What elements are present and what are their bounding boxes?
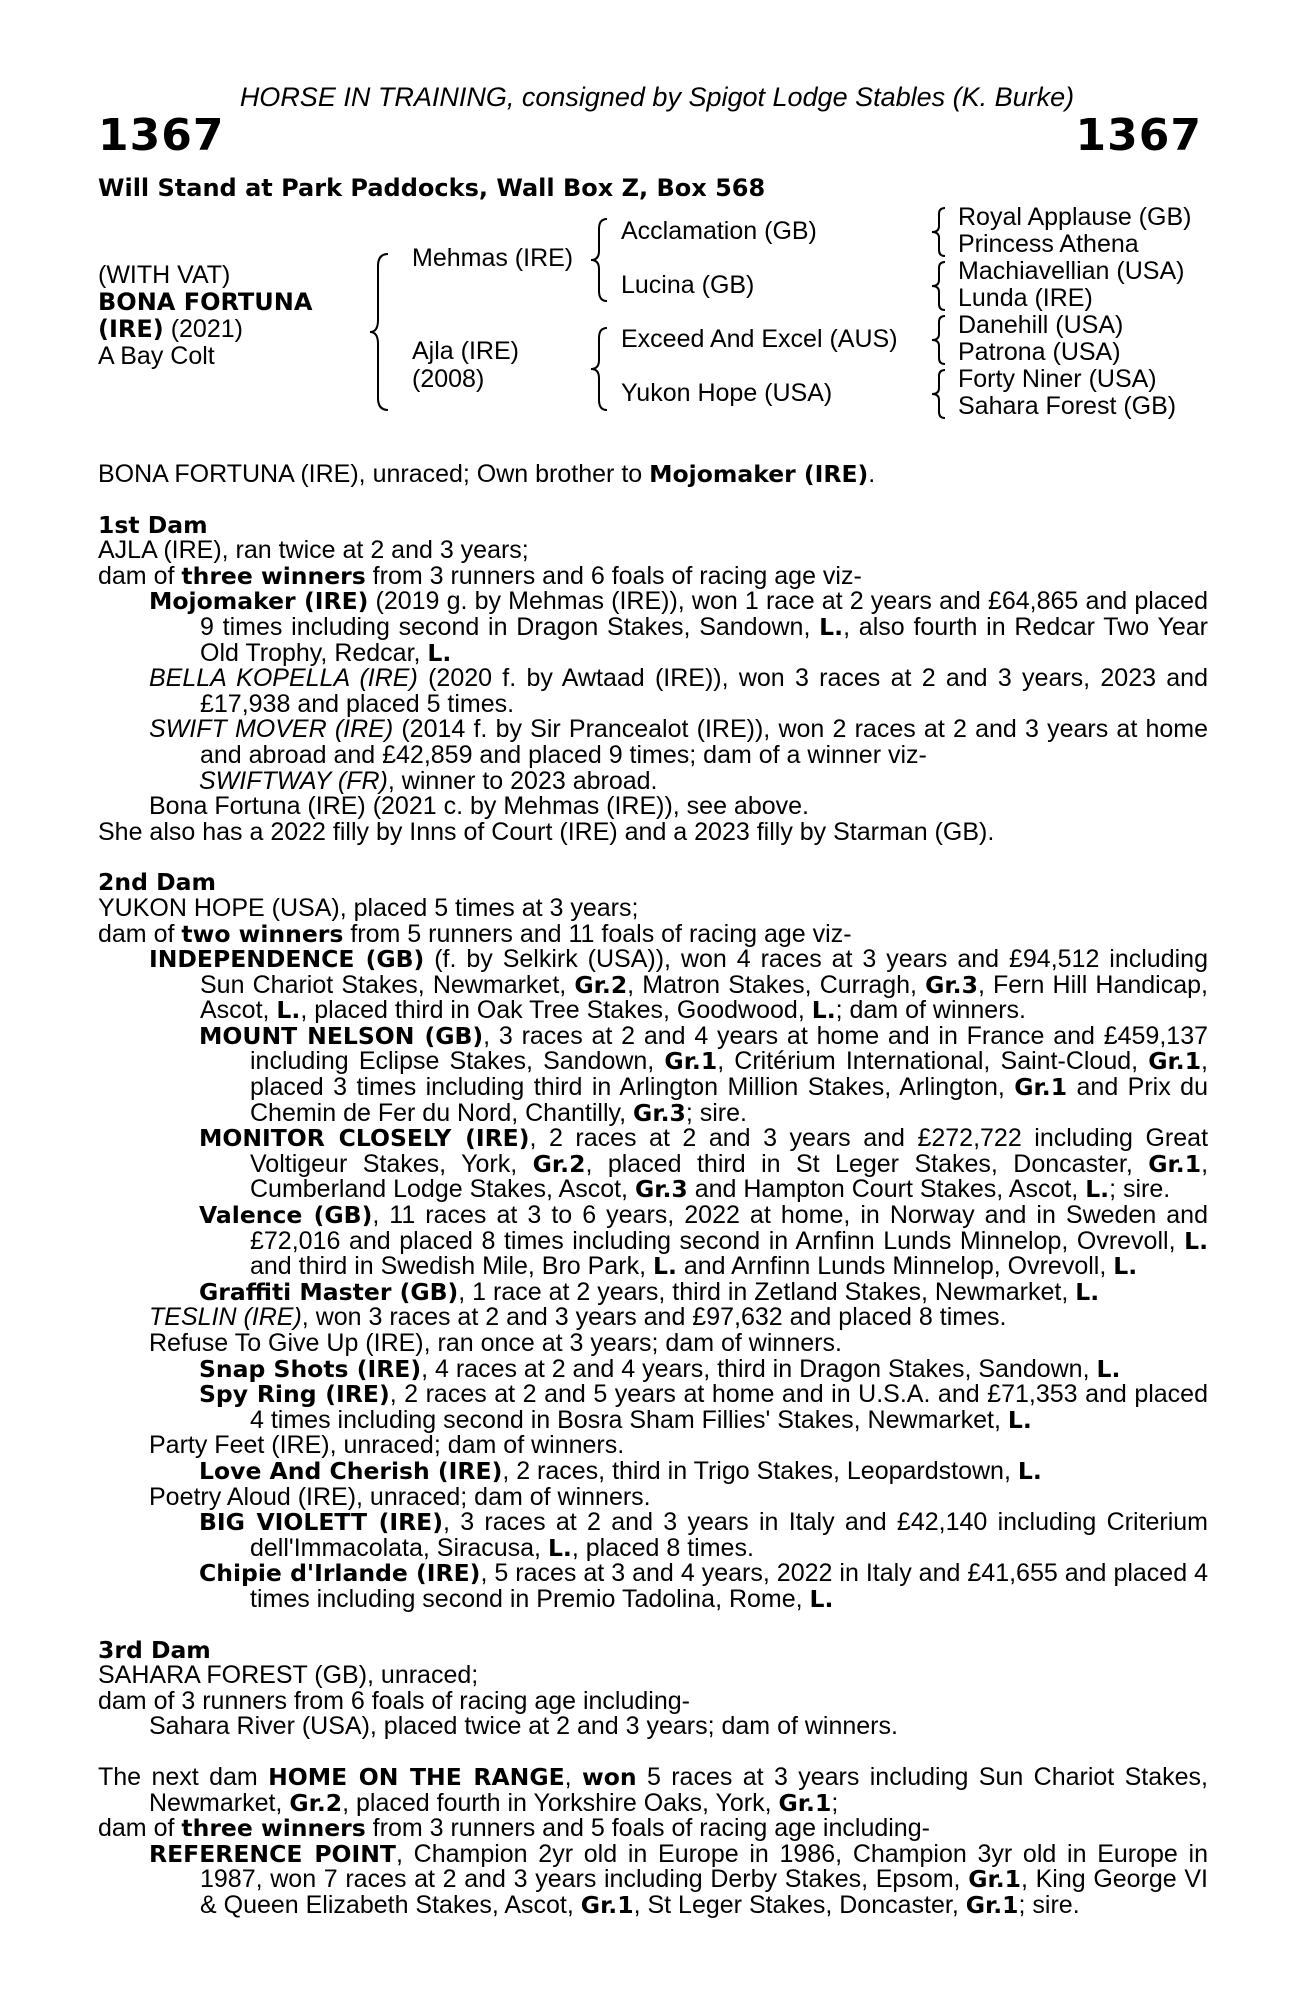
dam-year: (2008)	[412, 365, 485, 393]
dam-dam-sire: Forty Niner (USA)	[958, 365, 1157, 393]
intro-line: BONA FORTUNA (IRE), unraced; Own brother to Mojomaker (IRE).	[98, 460, 876, 488]
third-dam-summary: dam of 3 runners from 6 foals of racing age including-	[98, 1686, 690, 1715]
second-dam-line: YUKON HOPE (USA), placed 5 times at 3 years;	[98, 893, 639, 922]
sire-dam-dam: Lunda (IRE)	[958, 284, 1093, 312]
produce-entry: Spy Ring (IRE), 2 races at 2 and 5 years at home and in U.S.A. and £71,353 and placed 4 times including second in Bosra Sham Fillies' Stakes, Newmarket, L.	[199, 1380, 1208, 1434]
produce-entry: Sahara River (USA), placed twice at 2 and 3 years; dam of winners.	[149, 1712, 898, 1741]
dam-sire-sire: Danehill (USA)	[958, 311, 1124, 339]
produce-entry: REFERENCE POINT, Champion 2yr old in Europe in 1986, Champion 3yr old in Europe in 1987, won 7 races at 2 and 3 years including Derby Stakes, Epsom, Gr.1, King George VI & Queen Elizabeth Stakes, Ascot, Gr.1, St Leger Stakes, Doncaster, Gr.1; sire.	[149, 1839, 1209, 1919]
produce-entry: MOUNT NELSON (GB), 3 races at 2 and 4 years at home and in France and £459,137 including Eclipse Stakes, Sandown, Gr.1, Critérium International, Saint-Cloud, Gr.1, placed 3 times including third in Arlington Million Stakes, Arlington, Gr.1 and Prix du Chemin de Fer du Nord, Chantilly, Gr.3; sire.	[199, 1021, 1208, 1127]
produce-entry: BELLA KOPELLA (IRE) (2020 f. by Awtaad (IRE)), won 3 races at 2 and 3 years, 2023 and £17,938 and placed 5 times.	[149, 664, 1208, 718]
brace-icon	[589, 326, 611, 412]
stand-location: Will Stand at Park Paddocks, Wall Box Z, Box 568	[98, 174, 766, 202]
produce-entry: INDEPENDENCE (GB) (f. by Selkirk (USA)), won 4 races at 3 years and £94,512 including Sun Chariot Stakes, Newmarket, Gr.2, Matron Stakes, Curragh, Gr.3, Fern Hill Handicap, Ascot, L., placed third in Oak Tree Stakes, Goodwood, L.; dam of winners.	[149, 945, 1208, 1025]
sire-sire-dam: Princess Athena	[958, 230, 1139, 258]
brace-icon	[368, 252, 392, 412]
next-dam-summary: dam of three winners from 3 runners and 5 foals of racing age including-	[98, 1814, 930, 1843]
second-dam-summary: dam of two winners from 5 runners and 11 foals of racing age viz-	[98, 919, 852, 948]
sire: Mehmas (IRE)	[412, 244, 574, 272]
second-dam-heading: 2nd Dam	[98, 868, 216, 897]
produce-entry: BIG VIOLETT (IRE), 3 races at 2 and 3 years in Italy and £42,140 including Criterium dell'Immacolata, Siracusa, L., placed 8 times.	[199, 1508, 1208, 1562]
dam-sire: Exceed And Excel (AUS)	[621, 325, 898, 353]
produce-entry: MONITOR CLOSELY (IRE), 2 races at 2 and 3 years and £272,722 including Great Voltigeur Stakes, York, Gr.2, placed third in St Leger Stakes, Doncaster, Gr.1, Cumberland Lodge Stakes, Ascot, Gr.3 and Hampton Court Stakes, Ascot, L.; sire.	[199, 1124, 1209, 1204]
dam-dam: Yukon Hope (USA)	[621, 379, 833, 407]
pedigree-notes	[98, 462, 1208, 1918]
produce-entry: Refuse To Give Up (IRE), ran once at 3 years; dam of winners.	[149, 1329, 842, 1357]
first-dam-summary: dam of three winners from 3 runners and 6 foals of racing age viz-	[98, 561, 862, 590]
dam: Ajla (IRE)	[412, 337, 519, 365]
produce-entry: Valence (GB), 11 races at 3 to 6 years, 2022 at home, in Norway and in Sweden and £72,016 and placed 8 times including second in Arnfinn Lunds Minnelop, Ovrevoll, L. and third in Swedish Mile, Bro Park, L. and Arnfinn Lunds Minnelop, Ovrevoll, L.	[199, 1201, 1208, 1281]
third-dam-line: SAHARA FOREST (GB), unraced;	[98, 1661, 479, 1690]
sire-sire-sire: Royal Applause (GB)	[958, 203, 1192, 231]
sire-dam: Lucina (GB)	[621, 271, 755, 299]
consignment-header: HORSE IN TRAINING, consigned by Spigot Lodge Stables (K. Burke)	[239, 82, 1075, 112]
first-dam-line: AJLA (IRE), ran twice at 2 and 3 years;	[98, 536, 529, 565]
brace-icon	[589, 217, 611, 303]
horse-description: A Bay Colt	[98, 342, 215, 370]
sire-dam-sire: Machiavellian (USA)	[958, 257, 1185, 285]
produce-entry: SWIFTWAY (FR), winner to 2023 abroad.	[199, 766, 658, 795]
produce-entry: Love And Cherish (IRE), 2 races, third in Trigo Stakes, Leopardstown, L.	[199, 1456, 1042, 1485]
also-note: She also has a 2022 filly by Inns of Court (IRE) and a 2023 filly by Starman (GB).	[98, 817, 995, 846]
brace-icon	[930, 206, 948, 258]
sire-sire: Acclamation (GB)	[621, 217, 817, 245]
vat-note: (WITH VAT)	[98, 261, 231, 289]
lot-number-left: 1367	[98, 110, 225, 161]
brace-icon	[930, 260, 948, 312]
produce-entry: Graffiti Master (GB), 1 race at 2 years, third in Zetland Stakes, Newmarket, L.	[199, 1277, 1100, 1306]
produce-entry: Chipie d'Irlande (IRE), 5 races at 3 and 4 years, 2022 in Italy and £41,655 and placed 4 times including second in Premio Tadolina, Rome, L.	[199, 1559, 1209, 1613]
produce-entry: TESLIN (IRE), won 3 races at 2 and 3 years and £97,632 and placed 8 times.	[149, 1303, 1007, 1332]
next-dam-line: The next dam HOME ON THE RANGE, won 5 races at 3 years including Sun Chariot Stakes, Newmarket, Gr.2, placed fourth in Yorkshire Oaks, York, Gr.1;	[98, 1762, 1208, 1817]
lot-number-right: 1367	[1075, 110, 1202, 161]
produce-entry: Mojomaker (IRE) (2019 g. by Mehmas (IRE)), won 1 race at 2 years and £64,865 and placed 9 times including second in Dragon Stakes, Sandown, L., also fourth in Redcar Two Year Old Trophy, Redcar, L.	[149, 587, 1208, 667]
brace-icon	[930, 314, 948, 366]
dam-sire-dam: Patrona (USA)	[958, 338, 1121, 366]
first-dam-heading: 1st Dam	[98, 510, 208, 539]
third-dam-heading: 3rd Dam	[98, 1635, 211, 1664]
dam-dam-dam: Sahara Forest (GB)	[958, 392, 1177, 420]
horse-name: BONA FORTUNA	[98, 288, 313, 316]
produce-entry: Poetry Aloud (IRE), unraced; dam of winners.	[149, 1482, 651, 1511]
horse-origin-year: (IRE) (2021)	[98, 315, 243, 343]
produce-entry: Party Feet (IRE), unraced; dam of winners.	[149, 1431, 625, 1460]
brace-icon	[930, 368, 948, 420]
produce-entry: SWIFT MOVER (IRE) (2014 f. by Sir Prancealot (IRE)), won 2 races at 2 and 3 years at home and abroad and £42,859 and placed 9 times; dam of a winner viz-	[149, 715, 1208, 769]
produce-entry: Bona Fortuna (IRE) (2021 c. by Mehmas (IRE)), see above.	[149, 792, 809, 821]
produce-entry: Snap Shots (IRE), 4 races at 2 and 4 years, third in Dragon Stakes, Sandown, L.	[199, 1354, 1121, 1383]
